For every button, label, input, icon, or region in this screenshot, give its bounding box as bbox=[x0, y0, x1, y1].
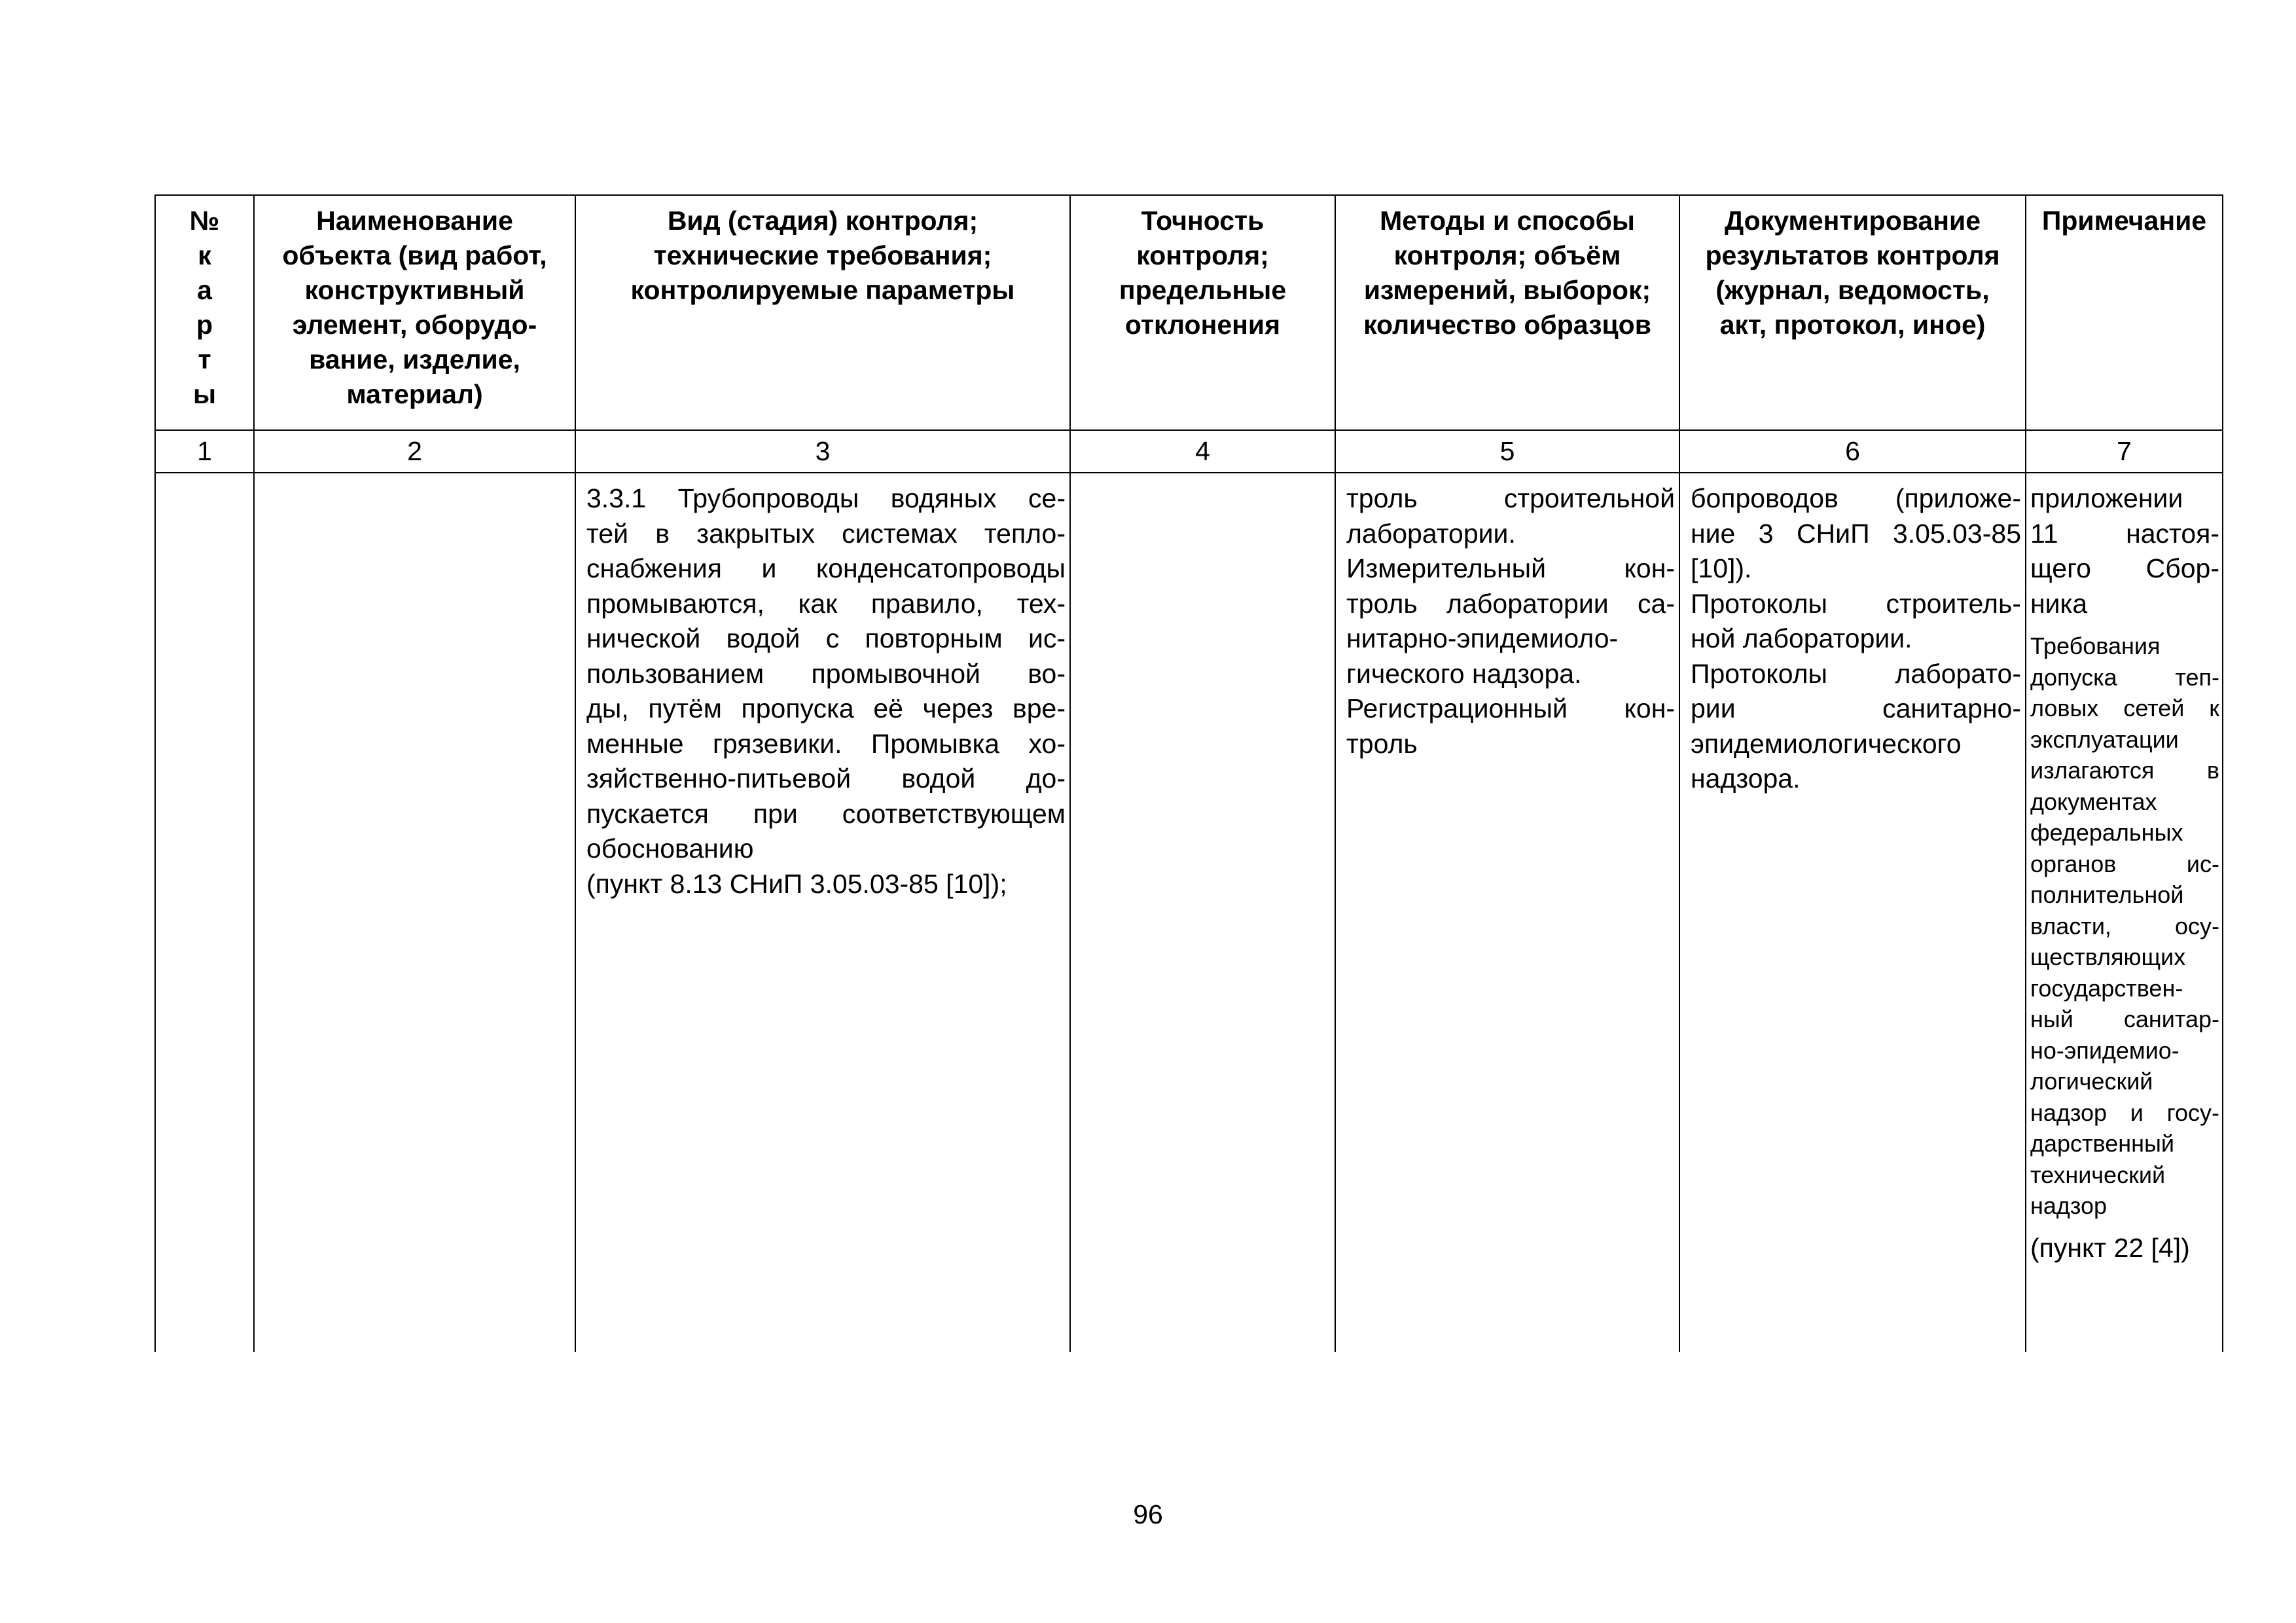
header-line: Документирование bbox=[1724, 206, 1981, 236]
text-line: Требования bbox=[2030, 632, 2161, 659]
column-number: 2 bbox=[254, 430, 575, 473]
text-line: Протоколы строитель- bbox=[1691, 588, 2021, 619]
header-object-name bbox=[254, 195, 575, 430]
text-line: Измерительный кон- bbox=[1346, 553, 1675, 583]
text-line: 11 настоя- bbox=[2030, 518, 2219, 549]
header-row bbox=[155, 195, 2223, 430]
text-line: троль bbox=[1346, 728, 1418, 759]
column-number-row bbox=[155, 430, 2223, 473]
header-line: Точность bbox=[1141, 206, 1265, 236]
text-line: ника bbox=[2030, 588, 2088, 619]
header-line: (журнал, ведомость, bbox=[1715, 275, 1990, 305]
header-control-type bbox=[575, 195, 1070, 430]
page-number: 96 bbox=[1133, 1499, 1163, 1529]
header-line: отклонения bbox=[1124, 310, 1281, 340]
text-line: (пункт 8.13 СНиП 3.05.03-85 [10]); bbox=[586, 868, 1007, 899]
text-line: гического надзора. bbox=[1346, 658, 1582, 689]
text-line: промываются, как правило, тех- bbox=[586, 588, 1066, 619]
column-number: 6 bbox=[1679, 430, 2026, 473]
cell-paragraph bbox=[1691, 481, 2021, 587]
header-accuracy bbox=[1070, 195, 1335, 430]
text-line: нической водой с повторным ис- bbox=[586, 623, 1066, 653]
text-line: органов ис- bbox=[2030, 850, 2219, 877]
column-number: 7 bbox=[2026, 430, 2223, 473]
text-line: пускается при соответствующем bbox=[586, 798, 1066, 829]
text-line: Регистрационный кон- bbox=[1346, 693, 1675, 723]
header-line: предельные bbox=[1119, 275, 1287, 305]
table-row bbox=[155, 473, 2223, 1352]
text-line: ществляющих bbox=[2030, 943, 2186, 970]
header-line: т bbox=[198, 344, 211, 374]
text-line: полнительной bbox=[2030, 881, 2184, 908]
cell-note bbox=[2026, 473, 2223, 1352]
header-line: акт, протокол, иное) bbox=[1719, 310, 1986, 340]
header-line: контролируемые параметры bbox=[630, 275, 1015, 305]
header-card-number bbox=[155, 195, 254, 430]
header-line: контроля; bbox=[1136, 240, 1269, 270]
text-line: приложении bbox=[2030, 483, 2183, 513]
text-line: допуска теп- bbox=[2030, 663, 2219, 691]
cell-paragraph bbox=[1346, 551, 1675, 691]
text-line: (пункт 22 [4]) bbox=[2030, 1232, 2190, 1263]
header-methods bbox=[1335, 195, 1679, 430]
header-line: элемент, оборудо- bbox=[292, 310, 537, 340]
cell-card-number bbox=[155, 473, 254, 1352]
text-line: но-эпидемио- bbox=[2030, 1036, 2179, 1064]
cell-paragraph bbox=[1691, 587, 2021, 657]
text-line: надзор и госу- bbox=[2030, 1099, 2219, 1126]
header-line: конструктивный bbox=[304, 275, 525, 305]
text-line: эпидемиологического bbox=[1691, 728, 1962, 759]
cell-control-requirements bbox=[575, 473, 1070, 1352]
cell-paragraph bbox=[586, 481, 1066, 902]
text-line: ние 3 СНиП 3.05.03-85 bbox=[1691, 518, 2021, 549]
header-line: вание, изделие, bbox=[309, 344, 520, 374]
header-line: к bbox=[198, 240, 211, 270]
text-line: излагаются в bbox=[2030, 757, 2219, 784]
column-number: 1 bbox=[155, 430, 254, 473]
header-line: технические требования; bbox=[653, 240, 992, 270]
cell-paragraph bbox=[2030, 481, 2219, 621]
header-line: Вид (стадия) контроля; bbox=[667, 206, 978, 236]
header-line: материал) bbox=[346, 379, 483, 409]
text-line: троль строительной bbox=[1346, 483, 1675, 513]
text-line: троль лаборатории са- bbox=[1346, 588, 1675, 619]
text-line: надзора. bbox=[1691, 763, 1801, 793]
cell-accuracy bbox=[1070, 473, 1335, 1352]
text-line: обоснованию bbox=[586, 833, 754, 864]
text-line: нитарно-эпидемиоло- bbox=[1346, 623, 1619, 653]
text-line: логический bbox=[2030, 1068, 2153, 1095]
cell-methods bbox=[1335, 473, 1679, 1352]
header-line: Методы и способы bbox=[1380, 206, 1635, 236]
column-number: 4 bbox=[1070, 430, 1335, 473]
header-line: р bbox=[196, 310, 213, 340]
text-line: [10]). bbox=[1691, 553, 1752, 583]
text-line: тей в закрытых системах тепло- bbox=[586, 518, 1066, 549]
text-line: ды, путём пропуска её через вре- bbox=[586, 693, 1066, 723]
text-line: рии санитарно- bbox=[1691, 693, 2021, 723]
header-line: количество образцов bbox=[1363, 310, 1651, 340]
text-line: ный санитар- bbox=[2030, 1006, 2219, 1032]
text-line: менные грязевики. Промывка хо- bbox=[586, 728, 1066, 759]
text-line: бопроводов (приложе- bbox=[1691, 483, 2021, 513]
cell-documentation bbox=[1679, 473, 2026, 1352]
column-number: 3 bbox=[575, 430, 1070, 473]
cell-object-name bbox=[254, 473, 575, 1352]
text-line: снабжения и конденсатопроводы bbox=[586, 553, 1066, 583]
header-note bbox=[2026, 195, 2223, 430]
text-line: зяйственно-питьевой водой до- bbox=[586, 763, 1066, 793]
text-line: щего Сбор- bbox=[2030, 553, 2219, 583]
header-line: объекта (вид работ, bbox=[282, 240, 547, 270]
header-line: результатов контроля bbox=[1705, 240, 2000, 270]
header-line: контроля; объём bbox=[1393, 240, 1621, 270]
header-line: а bbox=[197, 275, 212, 305]
text-line: дарственный bbox=[2030, 1130, 2175, 1157]
header-line: измерений, выборок; bbox=[1363, 275, 1651, 305]
text-line: лаборатории. bbox=[1346, 518, 1516, 549]
text-line: Протоколы лаборато- bbox=[1691, 658, 2021, 689]
text-line: власти, осу- bbox=[2030, 912, 2219, 939]
cell-paragraph bbox=[2030, 1231, 2219, 1266]
control-table bbox=[154, 194, 2223, 1352]
text-line: пользованием промывочной во- bbox=[586, 658, 1066, 689]
text-line: эксплуатации bbox=[2030, 725, 2179, 753]
text-line: федеральных bbox=[2030, 819, 2183, 846]
cell-paragraph bbox=[1346, 691, 1675, 761]
text-line: ной лаборатории. bbox=[1691, 623, 1912, 653]
text-line: 3.3.1 Трубопроводы водяных се- bbox=[586, 483, 1066, 513]
header-documentation bbox=[1679, 195, 2026, 430]
header-line: Примечание bbox=[2041, 206, 2207, 236]
text-line: государствен- bbox=[2030, 974, 2183, 1002]
text-line: ловых сетей к bbox=[2030, 695, 2219, 721]
header-line: № bbox=[189, 206, 220, 236]
text-line: документах bbox=[2030, 788, 2157, 815]
cell-paragraph bbox=[2030, 630, 2219, 1222]
header-line: ы bbox=[192, 379, 216, 409]
cell-paragraph bbox=[1691, 657, 2021, 797]
cell-paragraph bbox=[1346, 481, 1675, 551]
text-line: надзор bbox=[2030, 1192, 2108, 1219]
column-number: 5 bbox=[1335, 430, 1679, 473]
text-line: технический bbox=[2030, 1161, 2166, 1188]
header-line: Наименование bbox=[316, 206, 513, 236]
